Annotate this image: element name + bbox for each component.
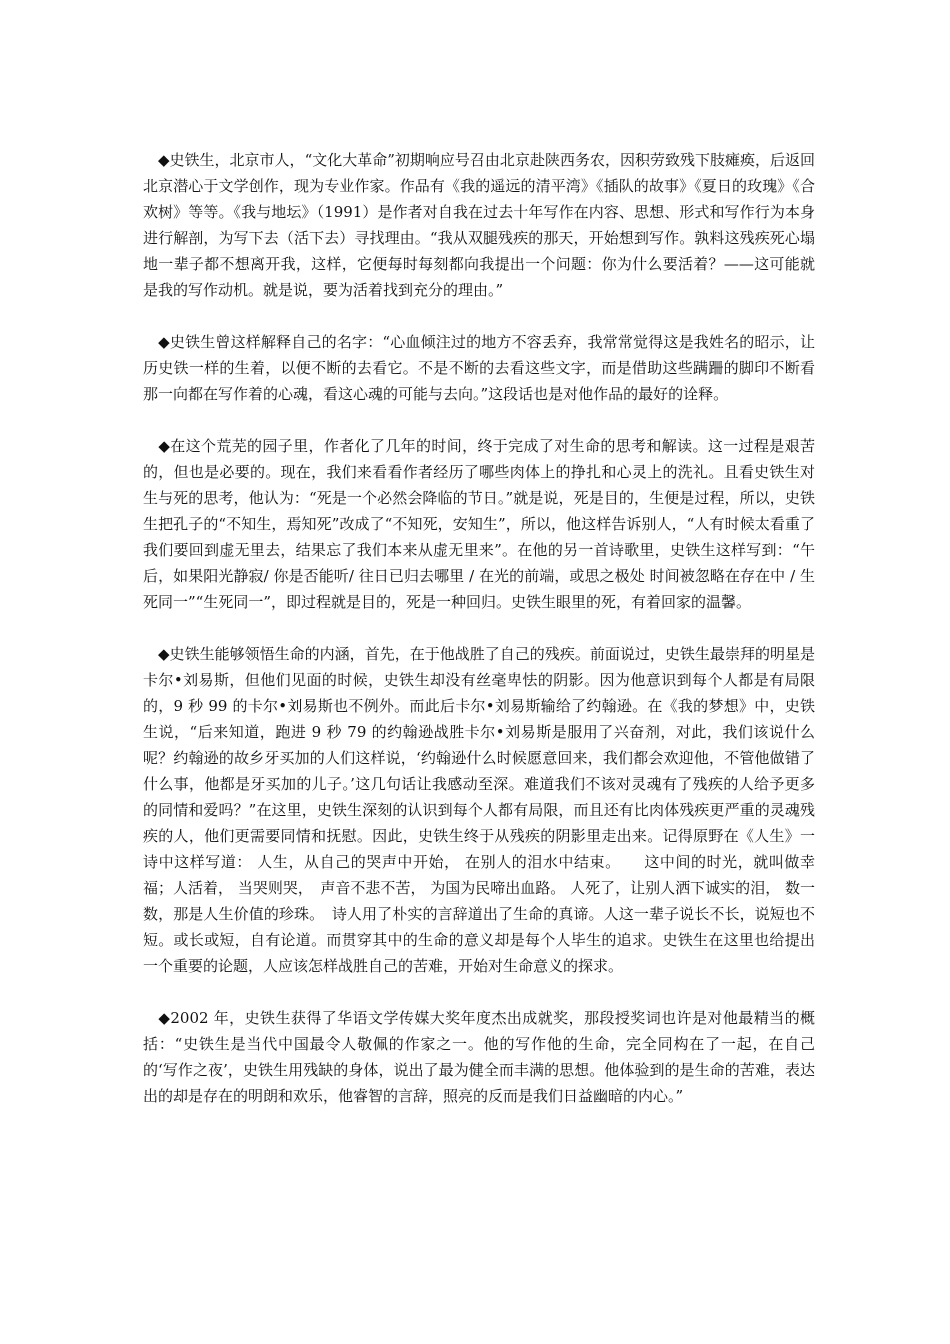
document-body	[143, 147, 815, 1135]
paragraph-overcoming-disability: ◆史铁生能够领悟生命的内涵，首先，在于他战胜了自己的残疾。前面说过，史铁生最崇拜的明星是卡尔•刘易斯，但他们见面的时候，史铁生却没有丝毫卑怯的阴影。因为他意识到每个人都是有局限的，9 秒 99 的卡尔•刘易斯也不例外。而此后卡尔•刘易斯输给了约翰逊。在《我的梦想》中，史铁生说，“后来知道，跑进 9 秒 79 的约翰逊战胜卡尔•刘易斯是服用了兴奋剂，对此，我们该说什么呢？约翰逊的故乡牙买加的人们这样说，‘约翰逊什么时候愿意回来，我们都会欢迎他，不管他做错了什么事，他都是牙买加的儿子。’这几句话让我感动至深。难道我们不该对灵魂有了残疾的人给予更多的同情和爱吗？”在这里，史铁生深刻的认识到每个人都有局限，而且还有比肉体残疾更严重的灵魂残疾的人，他们更需要同情和抚慰。因此，史铁生终于从残疾的阴影里走出来。记得原野在《人生》一诗中这样写道： 人生，从自己的哭声中开始， 在别人的泪水中结束。 这中间的时光，就叫做幸福；人活着， 当哭则哭， 声音不悲不苦， 为国为民啼出血路。 人死了，让别人洒下诚实的泪， 数一数，那是人生价值的珍珠。 诗人用了朴实的言辞道出了生命的真谛。人这一辈子说长不长，说短也不短。或长或短，自有论道。而贯穿其中的生命的意义却是每个人毕生的追求。史铁生在这里也给提出一个重要的论题，人应该怎样战胜自己的苦难，开始对生命意义的探求。	[143, 645, 815, 975]
paragraph-life-and-death: ◆在这个荒芜的园子里，作者化了几年的时间，终于完成了对生命的思考和解读。这一过程是艰苦的，但也是必要的。现在，我们来看看作者经历了哪些肉体上的挣扎和心灵上的洗礼。且看史铁生对生与死的思考，他认为：“死是一个必然会降临的节日。”就是说，死是目的，生便是过程，所以，史铁生把孔子的“不知生，焉知死”改成了“不知死，安知生”，所以，他这样告诉别人，“人有时候太看重了我们要回到虚无里去，结果忘了我们本来从虚无里来”。在他的另一首诗歌里，史铁生这样写到：“午后，如果阳光静寂/ 你是否能听/ 往日已归去哪里 / 在光的前端，或思之极处 时间被忽略在存在中 / 生死同一”“生死同一”，即过程就是目的，死是一种回归。史铁生眼里的死，有着回家的温馨。	[143, 437, 815, 611]
paragraph-award: ◆2002 年，史铁生获得了华语文学传媒大奖年度杰出成就奖，那段授奖词也许是对他最精当的概括：“史铁生是当代中国最令人敬佩的作家之一。他的写作他的生命，完全同构在了一起，在自己的‘写作之夜’，史铁生用残缺的身体，说出了最为健全而丰满的思想。他体验到的是生命的苦难，表达出的却是存在的明朗和欢乐，他睿智的言辞，照亮的反而是我们日益幽暗的内心。”	[143, 1009, 815, 1105]
paragraph-biography: ◆史铁生，北京市人，“文化大革命”初期响应号召由北京赴陕西务农，因积劳致残下肢瘫痪，后返回北京潜心于文学创作，现为专业作家。作品有《我的遥远的清平湾》《插队的故事》《夏日的玫瑰》《合欢树》等等。《我与地坛》（1991）是作者对自我在过去十年写作在内容、思想、形式和写作行为本身进行解剖，为写下去（活下去）寻找理由。“我从双腿残疾的那天，开始想到写作。孰料这残疾死心塌地一辈子都不想离开我，这样，它便每时每刻都向我提出一个问题：你为什么要活着？——这可能就是我的写作动机。就是说，要为活着找到充分的理由。”	[143, 151, 815, 299]
paragraph-name-explanation: ◆史铁生曾这样解释自己的名字：“心血倾注过的地方不容丢弃，我常常觉得这是我姓名的昭示，让历史铁一样的生着，以便不断的去看它。不是不断的去看这些文字，而是借助这些蹒跚的脚印不断看那一向都在写作着的心魂，看这心魂的可能与去向。”这段话也是对他作品的最好的诠释。	[143, 333, 815, 403]
